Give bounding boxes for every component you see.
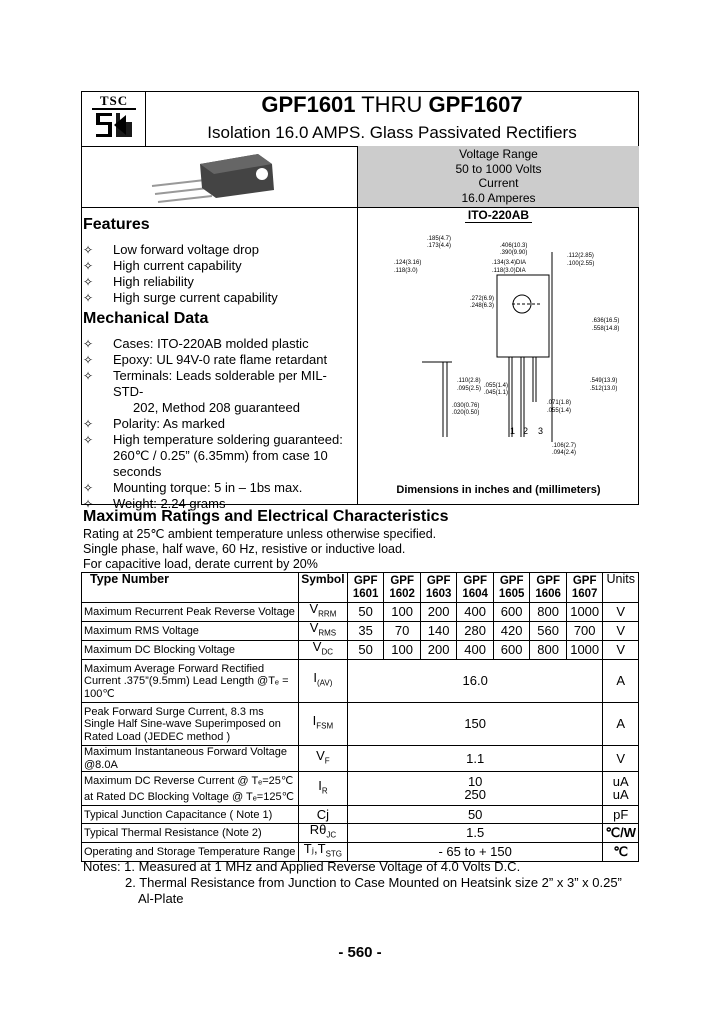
unit-cell: pF [603, 806, 639, 824]
type-number-header: Type Number [82, 573, 299, 603]
list-item [83, 290, 353, 306]
dimensions-caption: Dimensions in inches and (millimeters) [396, 484, 601, 496]
parameter-cell: Operating and Storage Temperature Range [82, 843, 299, 862]
dimension-label: .112(2.85) [567, 253, 594, 259]
value-cell: 400 [457, 603, 494, 622]
value-cell: 200 [420, 603, 457, 622]
unit-cell: V [603, 603, 639, 622]
unit-cell: V [603, 641, 639, 660]
symbol-cell: $I_{(AV)}$ [298, 660, 347, 703]
list-item-text: 202, Method 208 guaranteed [133, 400, 300, 415]
parameter-cell: Typical Thermal Resistance (Note 2) [82, 824, 299, 843]
parameter-cell: Maximum DC Reverse Current @ Tₑ=25℃ at Rated DC Blocking Voltage @ Tₑ=125℃ [82, 772, 299, 806]
dimension-label: .045(1.1) [484, 390, 509, 396]
value-cell: 150 [347, 703, 603, 746]
value-cell: 560 [530, 622, 567, 641]
rating-note: For capacitive load, derate current by 20% [83, 557, 318, 571]
value-cell: 1.5 [347, 824, 603, 843]
list-item-text: High temperature soldering guaranteed: [113, 432, 343, 447]
diamond-bullet-icon: ✧ [83, 369, 94, 383]
value-cell: 200 [420, 641, 457, 660]
list-item [83, 368, 353, 400]
list-item [83, 400, 353, 416]
list-item [83, 242, 353, 258]
ratings-heading: Maximum Ratings and Electrical Characteristics [83, 508, 449, 525]
current-value: 16.0 Amperes [461, 190, 536, 205]
list-item-text: Cases: ITO-220AB molded plastic [113, 336, 309, 351]
diamond-bullet-icon: ✧ [83, 417, 94, 431]
dimension-label: .549(13.9) [590, 378, 618, 384]
ratings-summary [358, 146, 639, 207]
value-cell: 700 [566, 622, 603, 641]
dimension-label: .055(1.4) [484, 383, 509, 389]
symbol-header: Symbol [298, 573, 347, 603]
value-cell: 100 [384, 603, 421, 622]
value-cell: 800 [530, 603, 567, 622]
unit-cell: A [603, 703, 639, 746]
dimension-label: .020(0.50) [452, 410, 480, 416]
logo-symbol-icon [92, 110, 136, 140]
value-cell: 50 [347, 641, 384, 660]
logo-text: TSC [92, 94, 136, 110]
unit-cell: V [603, 746, 639, 772]
part-header: GPF 1606 [530, 573, 567, 603]
diamond-bullet-icon: ✧ [83, 291, 94, 305]
dimension-label: .055(1.4) [547, 408, 572, 414]
dimension-label: .030(0.76) [452, 403, 480, 409]
dimension-label: .134(3.4)DIA [492, 260, 527, 266]
list-item-text: High reliability [113, 274, 194, 289]
dimension-label: .106(2.7) [552, 443, 577, 449]
diamond-bullet-icon: ✧ [83, 337, 94, 351]
list-item [83, 258, 353, 274]
list-item [83, 336, 353, 352]
symbol-cell: Cj [298, 806, 347, 824]
diamond-bullet-icon: ✧ [83, 433, 94, 447]
list-item [83, 352, 353, 368]
value-cell: 1000 [566, 641, 603, 660]
value-cell: 600 [493, 641, 530, 660]
svg-text:1: 1 [510, 426, 516, 436]
unit-cell: ℃ [603, 843, 639, 862]
notes [83, 859, 622, 907]
units-header: Units [603, 573, 639, 603]
value-cell: 140 [420, 622, 457, 641]
list-item-text: 260℃ / 0.25” (6.35mm) from case 10 [113, 448, 328, 463]
svg-text:2: 2 [523, 426, 529, 436]
diamond-bullet-icon: ✧ [83, 243, 94, 257]
dimension-label: .406(10.3) [500, 243, 528, 249]
part-header: GPF 1603 [420, 573, 457, 603]
rating-note: Rating at 25℃ ambient temperature unless otherwise specified. [83, 527, 437, 541]
table-row [82, 603, 639, 622]
value-cell: 10 250 [347, 772, 603, 806]
parameter-cell: Typical Junction Capacitance ( Note 1) [82, 806, 299, 824]
package-drawing [392, 232, 637, 482]
list-item-text: Weight: 2.24 grams [113, 496, 226, 511]
voltage-range-value: 50 to 1000 Volts [455, 161, 542, 176]
page-title: GPF1601 THRU GPF1607 [261, 92, 523, 117]
parameter-cell: Maximum DC Blocking Voltage [82, 641, 299, 660]
value-cell: 400 [457, 641, 494, 660]
value-cell: 70 [384, 622, 421, 641]
tsc-logo [92, 94, 136, 142]
part-header: GPF 1602 [384, 573, 421, 603]
dimension-label: .636(16.5) [592, 318, 620, 324]
symbol-cell: $Tⱼ,T_{STG}$ [298, 843, 347, 862]
list-item [83, 448, 353, 464]
table-header-row [82, 573, 639, 603]
list-item-text: High surge current capability [113, 290, 278, 305]
dimension-label: .095(2.5) [457, 386, 482, 392]
list-item-text: Polarity: As marked [113, 416, 225, 431]
table-row [82, 703, 639, 746]
dimension-label: .071(1.8) [547, 400, 572, 406]
value-cell: 280 [457, 622, 494, 641]
unit-cell: uA uA [603, 772, 639, 806]
symbol-cell: $V_F$ [298, 746, 347, 772]
table-row [82, 641, 639, 660]
table-row [82, 622, 639, 641]
dimension-label: .272(6.9) [470, 296, 495, 302]
list-item-text: Mounting torque: 5 in – 1bs max. [113, 480, 303, 495]
diamond-bullet-icon: ✧ [83, 275, 94, 289]
symbol-cell: $I_{FSM}$ [298, 703, 347, 746]
package-name: ITO-220AB [358, 207, 639, 223]
page-subtitle: Isolation 16.0 AMPS. Glass Passivated Rectifiers [207, 123, 577, 142]
list-item-text: seconds [113, 464, 162, 479]
dimension-label: .124(3.16) [394, 260, 422, 266]
dimension-label: .185(4.7) [427, 236, 452, 242]
value-cell: 600 [493, 603, 530, 622]
value-cell: 1000 [566, 603, 603, 622]
symbol-cell: $R\theta_{JC}$ [298, 824, 347, 843]
ratings-section [83, 508, 448, 572]
voltage-range-label: Voltage Range [459, 147, 538, 161]
parameter-cell: Maximum Recurrent Peak Reverse Voltage [82, 603, 299, 622]
list-item [83, 416, 353, 432]
diamond-bullet-icon: ✧ [83, 497, 94, 511]
diamond-bullet-icon: ✧ [83, 259, 94, 273]
part-header: GPF 1604 [457, 573, 494, 603]
list-item-text: Low forward voltage drop [113, 242, 259, 257]
list-item-text: High current capability [113, 258, 242, 273]
unit-cell: ℃/W [603, 824, 639, 843]
mechanical-heading: Mechanical Data [83, 310, 209, 327]
symbol-cell: $V_{RMS}$ [298, 622, 347, 641]
unit-cell: V [603, 622, 639, 641]
table-row [82, 772, 639, 806]
unit-cell: A [603, 660, 639, 703]
table-row [82, 824, 639, 843]
dimension-label: .094(2.4) [552, 450, 577, 456]
symbol-cell: $V_{RRM}$ [298, 603, 347, 622]
value-cell: 420 [493, 622, 530, 641]
diamond-bullet-icon: ✧ [83, 481, 94, 495]
table-row [82, 806, 639, 824]
table-row [82, 660, 639, 703]
current-label: Current [478, 176, 519, 190]
dimension-label: .118(3.0) [394, 268, 418, 274]
dimension-label: .118(3.0)DIA [492, 268, 526, 274]
note-2-cont: Al-Plate [138, 891, 184, 906]
dimension-label: .173(4.4) [427, 243, 452, 249]
value-cell: 800 [530, 641, 567, 660]
symbol-cell: $I_R$ [298, 772, 347, 806]
list-item [83, 464, 353, 480]
dimension-label: .390(9.90) [500, 250, 528, 256]
value-cell: 35 [347, 622, 384, 641]
dimension-label: .248(6.3) [470, 303, 495, 309]
diamond-bullet-icon: ✧ [83, 353, 94, 367]
value-cell: - 65 to + 150 [347, 843, 603, 862]
dimension-label: .100(2.55) [567, 261, 595, 267]
table-row [82, 746, 639, 772]
parameter-cell: Peak Forward Surge Current, 8.3 ms Single Half Sine-wave Superimposed on Rated Load (JEDEC method ) [82, 703, 299, 746]
value-cell: 16.0 [347, 660, 603, 703]
parameter-cell: Maximum Instantaneous Forward Voltage @8.0A [82, 746, 299, 772]
value-cell: 1.1 [347, 746, 603, 772]
part-header: GPF 1605 [493, 573, 530, 603]
parameter-cell: Maximum RMS Voltage [82, 622, 299, 641]
list-item [83, 274, 353, 290]
list-item [83, 480, 353, 496]
parameter-cell: Maximum Average Forward Rectified Current .375”(9.5mm) Lead Length @Tₑ = 100℃ [82, 660, 299, 703]
features-heading: Features [83, 216, 150, 233]
product-photo [150, 152, 280, 204]
value-cell: 100 [384, 641, 421, 660]
dimension-label: .512(13.0) [590, 386, 618, 392]
symbol-cell: $V_{DC}$ [298, 641, 347, 660]
list-item-text: Epoxy: UL 94V-0 rate flame retardant [113, 352, 328, 367]
note-1: Notes: 1. Measured at 1 MHz and Applied Reverse Voltage of 4.0 Volts D.C. [83, 859, 521, 874]
note-2: 2. Thermal Resistance from Junction to Case Mounted on Heatsink size 2” x 3” x 0.25” [125, 875, 622, 890]
svg-text:3: 3 [538, 426, 544, 436]
list-item [83, 432, 353, 448]
value-cell: 50 [347, 806, 603, 824]
dimension-label: .558(14.8) [592, 326, 620, 332]
features-section [83, 216, 353, 512]
page-number: - 560 - [338, 944, 382, 961]
rating-note: Single phase, half wave, 60 Hz, resistive or inductive load. [83, 542, 406, 556]
dimension-label: .110(2.8) [457, 378, 481, 384]
value-cell: 50 [347, 603, 384, 622]
part-header: GPF 1607 [566, 573, 603, 603]
ratings-table [81, 572, 639, 862]
list-item-text: Terminals: Leads solderable per MIL-STD- [113, 368, 327, 399]
part-header: GPF 1601 [347, 573, 384, 603]
